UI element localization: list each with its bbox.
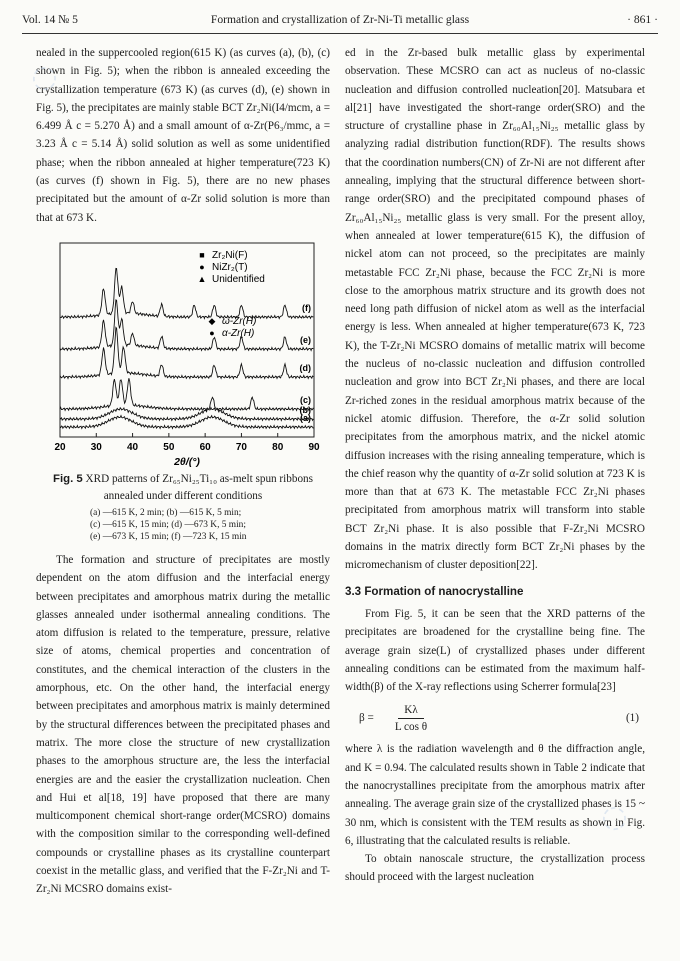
figure-caption — [36, 471, 330, 505]
figure-subcaption — [36, 507, 330, 543]
equation-fraction — [381, 702, 441, 735]
equation-denominator: L cos θ — [394, 720, 428, 733]
x-tick-label: 50 — [163, 441, 175, 453]
header-volume: Vol. 14 № 5 — [22, 12, 78, 26]
legend-label: ω-Zr(H) — [222, 315, 257, 327]
xrd-curve — [60, 327, 313, 378]
left-column — [36, 44, 330, 899]
equation-number: (1) — [625, 712, 639, 725]
equation-lhs: β = — [359, 712, 374, 725]
xrd-chart — [36, 237, 330, 467]
scherrer-equation — [345, 698, 645, 738]
curve-label: (d) — [299, 362, 311, 373]
curve-label: (c) — [300, 394, 311, 405]
legend-marker: ■ — [199, 249, 205, 260]
figure-caption-text: XRD patterns of Zr₆₅Ni₂₅Ti₁₀ as-melt spun ribbons annealed under different conditions — [85, 472, 313, 502]
equation-numerator: Kλ — [398, 702, 424, 719]
header-title: Formation and crystallization of Zr-Ni-Ti metallic glass — [210, 12, 470, 26]
running-header — [22, 8, 658, 30]
curve-label: (e) — [300, 334, 311, 345]
curve-label: (f) — [302, 302, 311, 313]
x-tick-label: 70 — [235, 441, 247, 453]
header-page-number: · 861 · — [627, 12, 658, 26]
right-column — [345, 44, 645, 887]
section-heading: 3.3 Formation of nanocrystalline — [345, 584, 524, 598]
header-rule — [22, 33, 658, 34]
legend-marker: ◆ — [208, 315, 216, 326]
x-tick-label: 90 — [308, 441, 320, 453]
xrd-curve — [60, 378, 313, 410]
x-tick-label: 80 — [272, 441, 284, 453]
curve-label: (a) — [300, 412, 311, 423]
xrd-curve — [60, 300, 313, 351]
curve-label: (b) — [299, 404, 311, 415]
subcaption-line-1: (a) —615 K, 2 min; (b) —615 K, 5 min; — [90, 507, 242, 518]
right-paragraph-4: To obtain nanoscale structure, the crystallization process should proceed with the largest nucleation — [345, 853, 645, 884]
left-paragraph-2: The formation and structure of precipitates are mostly dependent on the atom diffusion and the interfacial energy between precipitates and amorphous matrix during the metallic glasses annealed under isothermal annealing conditions. The atom diffusion is related to the temperature, pressure, relative size of atoms, chemical properties and concentration of constitutes, and the chemical interaction of the clusters in the amorphous, etc. On the other hand, the interfacial energy between precipitates and amorphous matrix is mainly determined by the structural differences between the precipitated phases and matrix. The more close the structure of new crystallization phases to the amorphous structure are, the less the interfacial energies are and the easier the crystallization nucleation. Chen and Hui et al[18, 19] have proposed that there are many multicomponent chemical short-range order(MCSRO) domains with the composition similar to the corresponding well-defined compounds or crystalline phases as its crystalline counterpart coexist in the metallic glass, and verified that the F-Zr₂Ni and T-Zr₂Ni MCSRO domains exist- — [36, 553, 330, 896]
x-tick-label: 20 — [54, 441, 66, 453]
subcaption-line-3: (e) —673 K, 15 min; (f) —723 K, 15 min — [90, 531, 247, 542]
x-tick-label: 60 — [199, 441, 211, 453]
legend-label: Unidentified — [212, 273, 265, 285]
x-axis-label: 2θ/(°) — [174, 455, 200, 467]
x-tick-label: 40 — [127, 441, 139, 453]
x-tick-label: 30 — [90, 441, 102, 453]
legend-label: α-Zr(H) — [222, 327, 255, 339]
figure-5 — [36, 237, 330, 467]
left-paragraph-1: nealed in the suppercooled region(615 K) (as curves (a), (b), (c) shown in Fig. 5); when the ribbon is annealed exceeding the crystallization temperature (673 K) (as curves (d), (e) shown in Fig. 5), the precipitates are mainly stable BCT Zr₂Ni(I4/mcm, a = 6.499 Å c = 5.270 Å) and a small amount of α-Zr(P6₃/mmc, a = 3.23 Å c = 5.14 Å) solid solution as well as some unidentified phase; when the ribbon annealed at higher temperature(723 K) (as curves (f) shown in Fig. 5), there are no new phases precipitated but the amount of α-Zr solid solution is more than that at 673 K. — [36, 47, 330, 224]
figure-label: Fig. 5 — [52, 472, 83, 485]
right-paragraph-1: ed in the Zr-based bulk metallic glass by experimental observation. These MCSRO can act as nucleus of no-classic nucleation and diffusion controlled nucleation[20]. Matsubara et al[21] have investigated the short-range order(SRO) and the structure of crystalline phase in Zr₆₀Al₁₅Ni₂₅ metallic glass by analyzing radial distribution function(RDF). The results shows that the coordination numbers(CN) of Zr-Ni are not different after annealing, implying that the structural difference between short-range order(SRO) and the precipitated compound phases of Zr₆₀Al₁₅Ni₂₅ metallic glass is very small. For the present alloy, when annealed at lower temperature(615 K), the diffusion of nickel atom can not proceed, so the precipitates are mainly metastable FCC Zr₂Ni phase, because the FCC Zr₂Ni is more close to the amorphous matrix structure and its growth does not need long path diffusion of nickel atom as well as the interfacial energy is less. When annealed at higher temperature(673 K, 723 K), the T-Zr₂Ni MCSRO domains of metallic matrix will become the nucleus of no-classic nucleation and diffusion controlled nucleation and grow into BCT Zr₂Ni phases, and there are local Zr-riched zones in the residual amorphous matrix because of the nickel atomic diffusion. Therefore, the α-Zr solid solution precipitates from the amorphous matrix, and the nickel atomic diffusion increases with the rising annealing temperature, which is the chief reason why the quantity of α-Zr solid solution at 723 K is more than that at 673 K. The metastable FCC Zr₂Ni phases precipitated from amorphous matrix will transform into stable BCT Zr₂Ni phase. It is also possible that F-Zr₂Ni MCSRO domains in the matrix directly form BCT Zr₂Ni phases by the micromechanism of cluster deposition[22]. — [345, 47, 645, 572]
legend-marker: ▲ — [197, 273, 207, 284]
watermark-bottom-right: ◌ — [591, 796, 635, 839]
legend-marker: ● — [199, 261, 205, 272]
legend-marker: ● — [209, 327, 215, 338]
legend-label: Zr₂Ni(F) — [212, 249, 248, 261]
right-paragraph-2: From Fig. 5, it can be seen that the XRD patterns of the precipitates are broadened for the crystalline being fine. The average grain size(L) of crystallized phases under different annealing conditions can be estimated from the maximum half-width(β) of the X-ray reflections using Scherrer formula[23] — [345, 607, 645, 694]
watermark-top-left: ◌ — [21, 56, 65, 99]
right-paragraph-3: where λ is the radiation wavelength and θ the diffraction angle, and K = 0.94. The calculated results shown in Table 2 indicate that the nanocrystallines precipitate from the amorphous matrix after annealing. The average grain size of the crystallized phases is 15 ~ 30 nm, which is consistent with the TEM results as shown in Fig. 6, illustrating that the calculated results is reliable. — [345, 743, 645, 847]
subcaption-line-2: (c) —615 K, 15 min; (d) —673 K, 5 min; — [90, 519, 246, 530]
legend-label: NiZr₂(T) — [212, 261, 248, 273]
